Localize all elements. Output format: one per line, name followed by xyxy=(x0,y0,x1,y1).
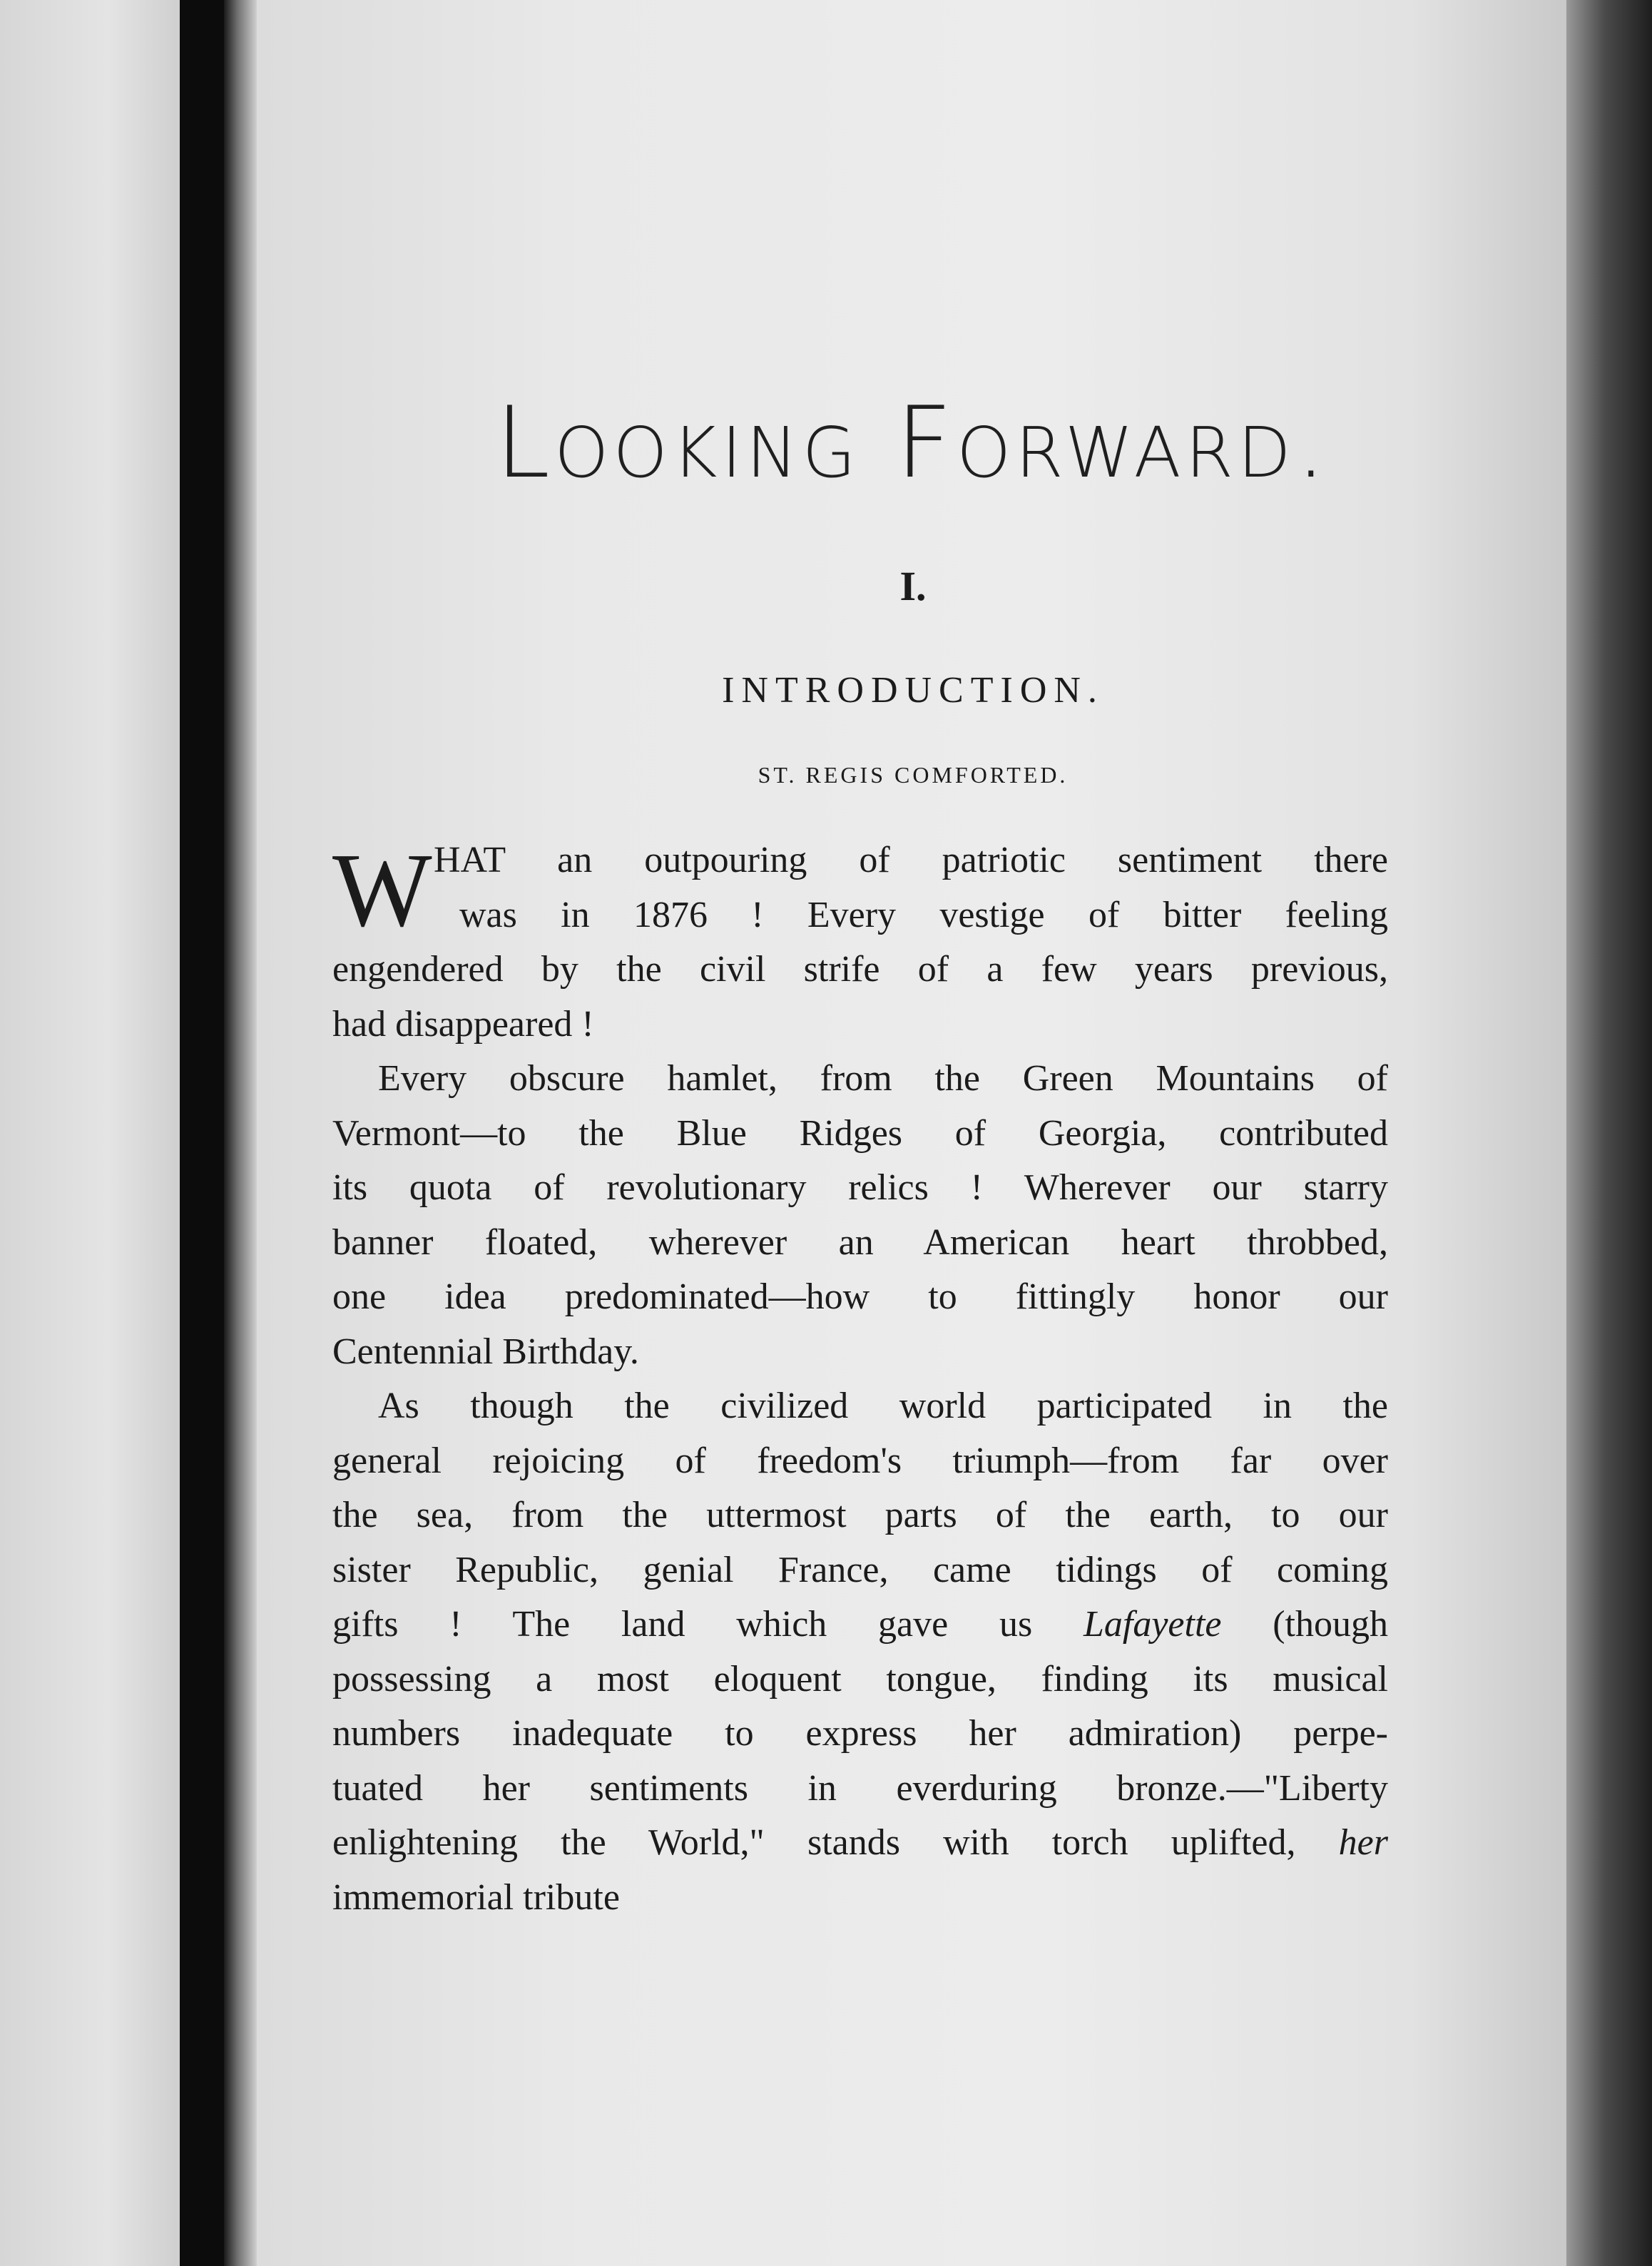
line-9-start: enlightening the World," stands with torch uplifted, xyxy=(332,1822,1339,1863)
paragraph-3-line-2: general rejoicing of freedom's triumph—from far over xyxy=(332,1440,1388,1481)
paragraph-2-line-5: one idea predominated—how to fittingly honor our xyxy=(332,1276,1388,1317)
her-italic: her xyxy=(1338,1822,1388,1863)
paragraph-2-line-3: its quota of revolutionary relics ! Wherever our starry xyxy=(332,1167,1388,1208)
paragraph-3-line-4: sister Republic, genial France, came tidings of coming xyxy=(332,1549,1388,1590)
section-title: ST. REGIS COMFORTED. xyxy=(758,762,1069,788)
line-5-start: gifts ! The land which gave us xyxy=(332,1604,1084,1645)
paragraph-1-line-3: engendered by the civil strife of a few years previous, xyxy=(332,949,1388,990)
paragraph-3-line-7: numbers inadequate to express her admiration) perpe- xyxy=(332,1713,1388,1754)
paragraph-3-line-3: the sea, from the uttermost parts of the earth, to our xyxy=(332,1495,1388,1535)
paragraph-3-line-8: tuated her sentiments in everduring bronze.—"Liberty xyxy=(332,1767,1388,1809)
running-title: Looking Forward. xyxy=(495,385,1331,500)
chapter-number: I. xyxy=(899,563,927,609)
chapter-title: INTRODUCTION. xyxy=(722,670,1104,711)
drop-cap: W xyxy=(332,832,432,949)
gutter-shadow xyxy=(224,0,257,2266)
paragraph-2-line-2: Vermont—to the Blue Ridges of Georgia, contributed xyxy=(332,1112,1388,1154)
paragraph-2-line-6: Centennial Birthday. xyxy=(332,1331,639,1372)
lafayette-italic: Lafayette xyxy=(1083,1604,1222,1645)
left-page-edge xyxy=(0,0,180,2266)
book-gutter xyxy=(180,0,224,2266)
paragraph-3-line-5 xyxy=(332,1597,1388,1652)
paragraph-3-line-9 xyxy=(332,1816,1388,1871)
right-page-edge xyxy=(1566,0,1652,2266)
paragraph-1-line-4: had disappeared ! xyxy=(332,1003,594,1045)
paragraph-3-line-1: As though the civilized world participated in the xyxy=(378,1386,1388,1426)
paragraph-3-line-6: possessing a most eloquent tongue, finding its musical xyxy=(332,1658,1388,1700)
paragraph-2-line-1: Every obscure hamlet, from the Green Mountains of xyxy=(378,1058,1388,1099)
paragraph-1-line-2: was in 1876 ! Every vestige of bitter feeling xyxy=(459,894,1388,935)
paragraph-2-line-4: banner floated, wherever an American heart throbbed, xyxy=(332,1221,1388,1263)
paragraph-1-line-1: HAT an outpouring of patriotic sentiment there xyxy=(434,840,1388,880)
book-page xyxy=(257,0,1566,2266)
line-5-end: (though xyxy=(1221,1604,1389,1645)
paragraph-3-line-10: immemorial tribute xyxy=(332,1876,620,1918)
body-text xyxy=(332,833,1388,1925)
